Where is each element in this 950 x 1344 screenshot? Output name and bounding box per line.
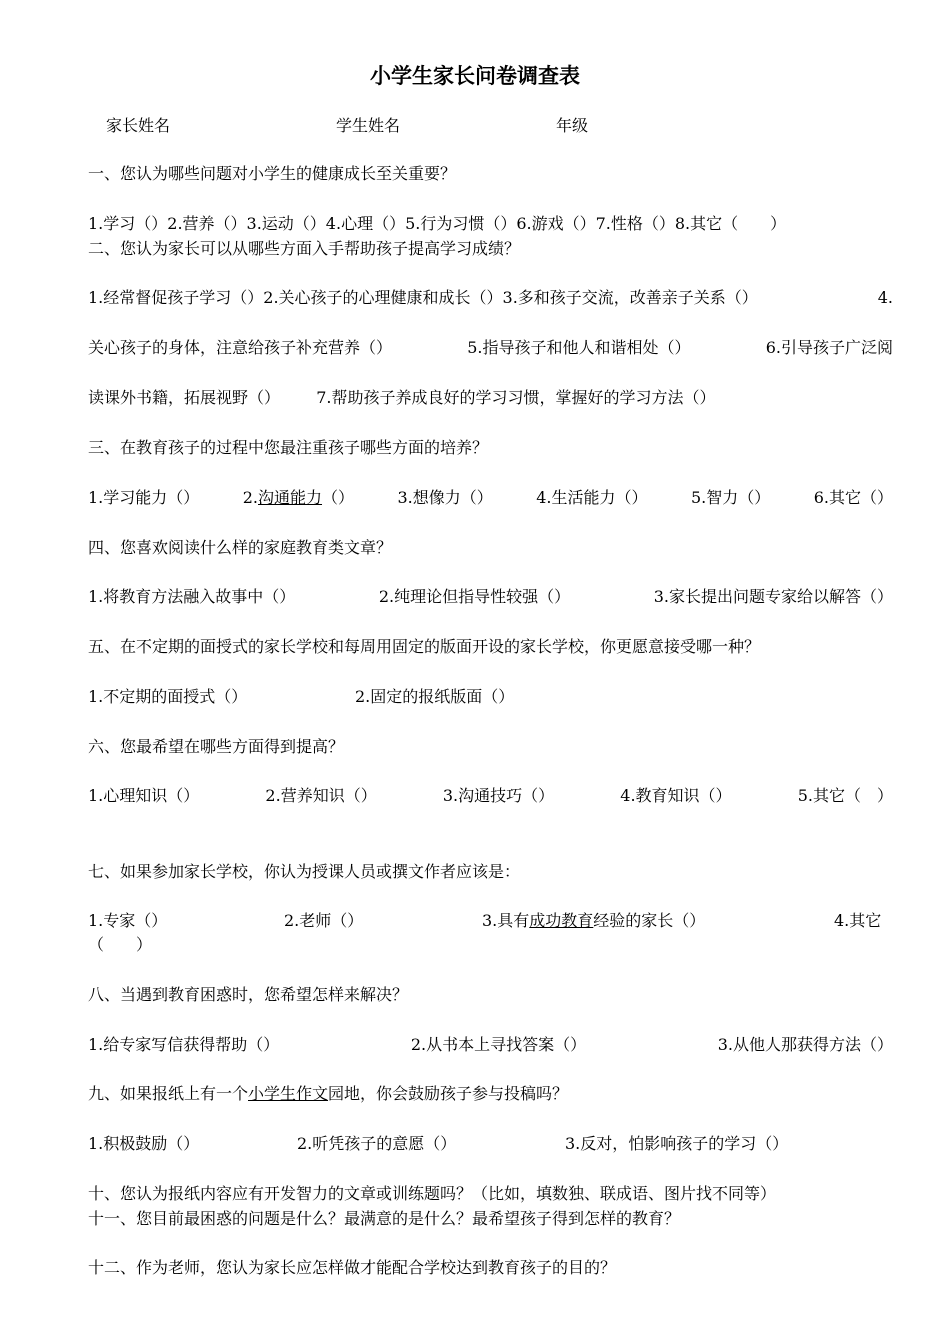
page-title: 小学生家长问卷调查表 (370, 64, 580, 88)
question-6: 六、您最希望在哪些方面得到提高？ (88, 737, 345, 756)
question-11: 十一、您目前最困惑的问题是什么？最满意的是什么？最希望孩子得到怎样的教育？ (88, 1209, 681, 1228)
question-9-option-2: 2.听凭孩子的意愿（） (297, 1134, 457, 1153)
option-text: 关心孩子的身体，注意给孩子补充营养（） (88, 338, 393, 357)
option-text: 2.从书本上寻找答案（） (410, 1035, 587, 1054)
option-text: 读课外书籍，拓展视野（） (88, 388, 281, 407)
question-9: 九、如果报纸上有一个小学生作文园地，你会鼓励孩子参与投稿吗？ (88, 1084, 569, 1103)
student-name-label: 学生姓名 (336, 116, 401, 135)
question-8: 八、当遇到教育困惑时，您希望怎样来解决？ (88, 985, 409, 1004)
grade-label: 年级 (556, 116, 589, 135)
question-8-options (88, 1033, 893, 1057)
question-7-option-2: 2.老师（） (284, 911, 364, 930)
option-text: 6.其它（） (813, 488, 893, 507)
option-text: 3.沟通技巧（） (442, 786, 555, 805)
option-text: 1.将教育方法融入故事中（） (88, 587, 296, 606)
question-3-options (88, 486, 893, 510)
question-1-options: 1.学习（）2.营养（）3.运动（）4.心理（）5.行为习惯（）6.游戏（）7.性格（）8.其它（ ） (88, 214, 787, 233)
question-2-options-line-3 (88, 386, 893, 410)
option-text: 2.纯理论但指导性较强（） (378, 587, 571, 606)
question-1: 一、您认为哪些问题对小学生的健康成长至关重要？ (88, 164, 457, 183)
option-text: 2.营养知识（） (265, 786, 377, 805)
question-2-options-line-1 (88, 286, 893, 310)
question-2: 二、您认为家长可以从哪些方面入手帮助孩子提高学习成绩？ (88, 239, 521, 258)
option-text: 6.引导孩子广泛阅 (765, 338, 893, 357)
question-7-option-3: 3.具有成功教育经验的家长（） (482, 911, 706, 930)
question-7-option-4: 4.其它 (834, 911, 882, 930)
question-7: 七、如果参加家长学校，你认为授课人员或撰文作者应该是： (88, 862, 521, 881)
option-text: 5.智力（） (690, 488, 771, 507)
option-text: 1.学习能力（） (88, 488, 200, 507)
option-text: 7.帮助孩子养成良好的学习习惯，掌握好的学习方法（） (316, 388, 716, 407)
option-text: 5.其它（ ） (797, 786, 893, 805)
question-7-option-4-paren: （ ） (88, 935, 153, 954)
question-10: 十、您认为报纸内容应有开发智力的文章或训练题吗？（比如，填数独、联成语、图片找不同等） (88, 1184, 777, 1203)
question-4: 四、您喜欢阅读什么样的家庭教育类文章？ (88, 538, 393, 557)
option-text: 4.生活能力（） (536, 488, 648, 507)
question-9-option-3: 3.反对，怕影响孩子的学习（） (565, 1134, 789, 1153)
option-text: 1.经常督促孩子学习（）2.关心孩子的心理健康和成长（）3.多和孩子交流，改善亲子关系（） (88, 288, 758, 307)
option-text: 4. (877, 288, 893, 307)
option-text: 3.家长提出问题专家给以解答（） (653, 587, 893, 606)
question-5: 五、在不定期的面授式的家长学校和每周用固定的版面开设的家长学校，你更愿意接受哪一种？ (88, 637, 761, 656)
option-text: 4.教育知识（） (620, 786, 732, 805)
question-5-option-2: 2.固定的报纸版面（） (355, 687, 515, 706)
option-text: 3.从他人那获得方法（） (717, 1035, 893, 1054)
option-text: 1.给专家写信获得帮助（） (88, 1035, 280, 1054)
question-9-option-1: 1.积极鼓励（） (88, 1134, 200, 1153)
question-3: 三、在教育孩子的过程中您最注重孩子哪些方面的培养？ (88, 438, 489, 457)
option-text: 2.沟通能力（） (242, 488, 355, 507)
question-12: 十二、作为老师，您认为家长应怎样做才能配合学校达到教育孩子的目的？ (88, 1258, 617, 1277)
question-5-option-1: 1.不定期的面授式（） (88, 687, 248, 706)
option-text: 3.想像力（） (397, 488, 493, 507)
option-text: 5.指导孩子和他人和谐相处（） (467, 338, 691, 357)
option-text: 1.心理知识（） (88, 786, 200, 805)
question-7-option-1: 1.专家（） (88, 911, 168, 930)
parent-name-label: 家长姓名 (106, 116, 171, 135)
question-6-options (88, 784, 893, 808)
question-2-options-line-2 (88, 336, 893, 360)
question-4-options (88, 585, 893, 609)
